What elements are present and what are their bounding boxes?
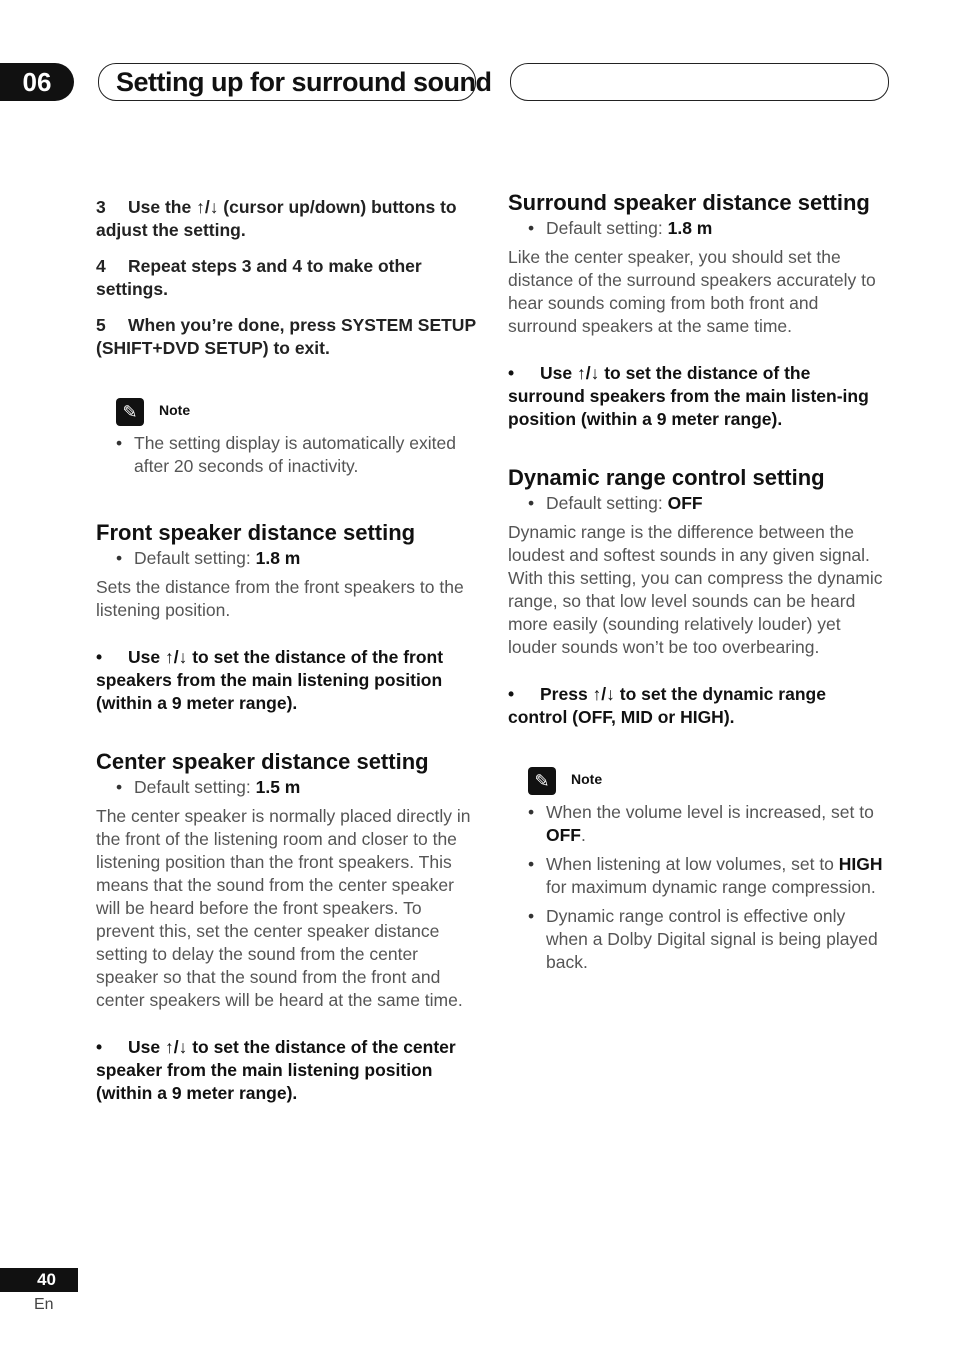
left-column — [96, 196, 476, 1105]
front-speaker-action: • Use ↑/↓ to set the distance of the front speakers from the main listening position (within a 9 meter range). — [96, 647, 444, 713]
front-speaker-heading: Front speaker distance setting — [96, 520, 416, 545]
step-3: 3 Use the ↑/↓ (cursor up/down) buttons to adjust the setting. — [96, 197, 457, 240]
dynamic-range-description: Dynamic range is the difference between the loudest and softest sounds in any given signal. With this setting, you can compress the dynamic range, so that low level sounds can be heard more easily (sounding relatively louder) yet louder sounds won’t be too overbearing. — [508, 522, 883, 657]
chapter-title: Setting up for surround sound — [116, 67, 492, 97]
note-item: • The setting display is automatically exited after 20 seconds of inactivity. — [96, 432, 476, 478]
note-header — [96, 398, 476, 428]
note-header-2 — [508, 767, 888, 797]
note-label: Note — [159, 402, 191, 418]
front-default-setting: • Default setting: 1.8 m — [96, 547, 476, 570]
surround-speaker-action: • Use ↑/↓ to set the distance of the surround speakers from the main listen-ing position (within a 9 meter range). — [508, 363, 869, 429]
note-item-low-volume: • When listening at low volumes, set to HIGH for maximum dynamic range compression. — [508, 853, 888, 899]
center-default-setting: • Default setting: 1.5 m — [96, 776, 476, 799]
step-5: 5 When you’re done, press SYSTEM SETUP (SHIFT+DVD SETUP) to exit. — [96, 315, 476, 358]
right-column — [508, 188, 888, 974]
surround-default-setting: • Default setting: 1.8 m — [508, 217, 888, 240]
header-empty-frame — [510, 63, 889, 101]
front-speaker-description: Sets the distance from the front speakers to the listening position. — [96, 577, 464, 620]
surround-speaker-description: Like the center speaker, you should set the distance of the surround speakers accurately to hear sounds coming from both front and surround speakers at the same time. — [508, 247, 876, 336]
dynamic-range-default-setting: • Default setting: OFF — [508, 492, 888, 515]
pencil-note-icon: ✎ — [116, 398, 144, 426]
language-code: En — [34, 1296, 54, 1313]
dynamic-range-heading: Dynamic range control setting — [508, 465, 825, 490]
pencil-note-icon: ✎ — [528, 767, 556, 795]
note-label-2: Note — [571, 771, 603, 787]
note-item-dolby: • Dynamic range control is effective only when a Dolby Digital signal is being played back. — [508, 905, 888, 974]
note-item-volume: • When the volume level is increased, set to OFF. — [508, 801, 888, 847]
center-speaker-description: The center speaker is normally placed directly in the front of the listening room and closer to the listening position than the front speakers. This means that the sound from the center speaker will be heard before the front speakers. To prevent this, set the center speaker distance setting to delay the sound from the center speaker so that the sound from the front and center speakers will be heard at the same time. — [96, 806, 471, 1010]
chapter-number-badge: 06 — [0, 63, 74, 101]
dynamic-range-action: • Press ↑/↓ to set the dynamic range control (OFF, MID or HIGH). — [508, 684, 826, 727]
surround-speaker-heading: Surround speaker distance setting — [508, 190, 870, 215]
center-speaker-action: • Use ↑/↓ to set the distance of the center speaker from the main listening position (within a 9 meter range). — [96, 1037, 456, 1103]
page-number-badge: 40 — [0, 1268, 78, 1292]
center-speaker-heading: Center speaker distance setting — [96, 749, 429, 774]
step-4: 4 Repeat steps 3 and 4 to make other settings. — [96, 256, 422, 299]
